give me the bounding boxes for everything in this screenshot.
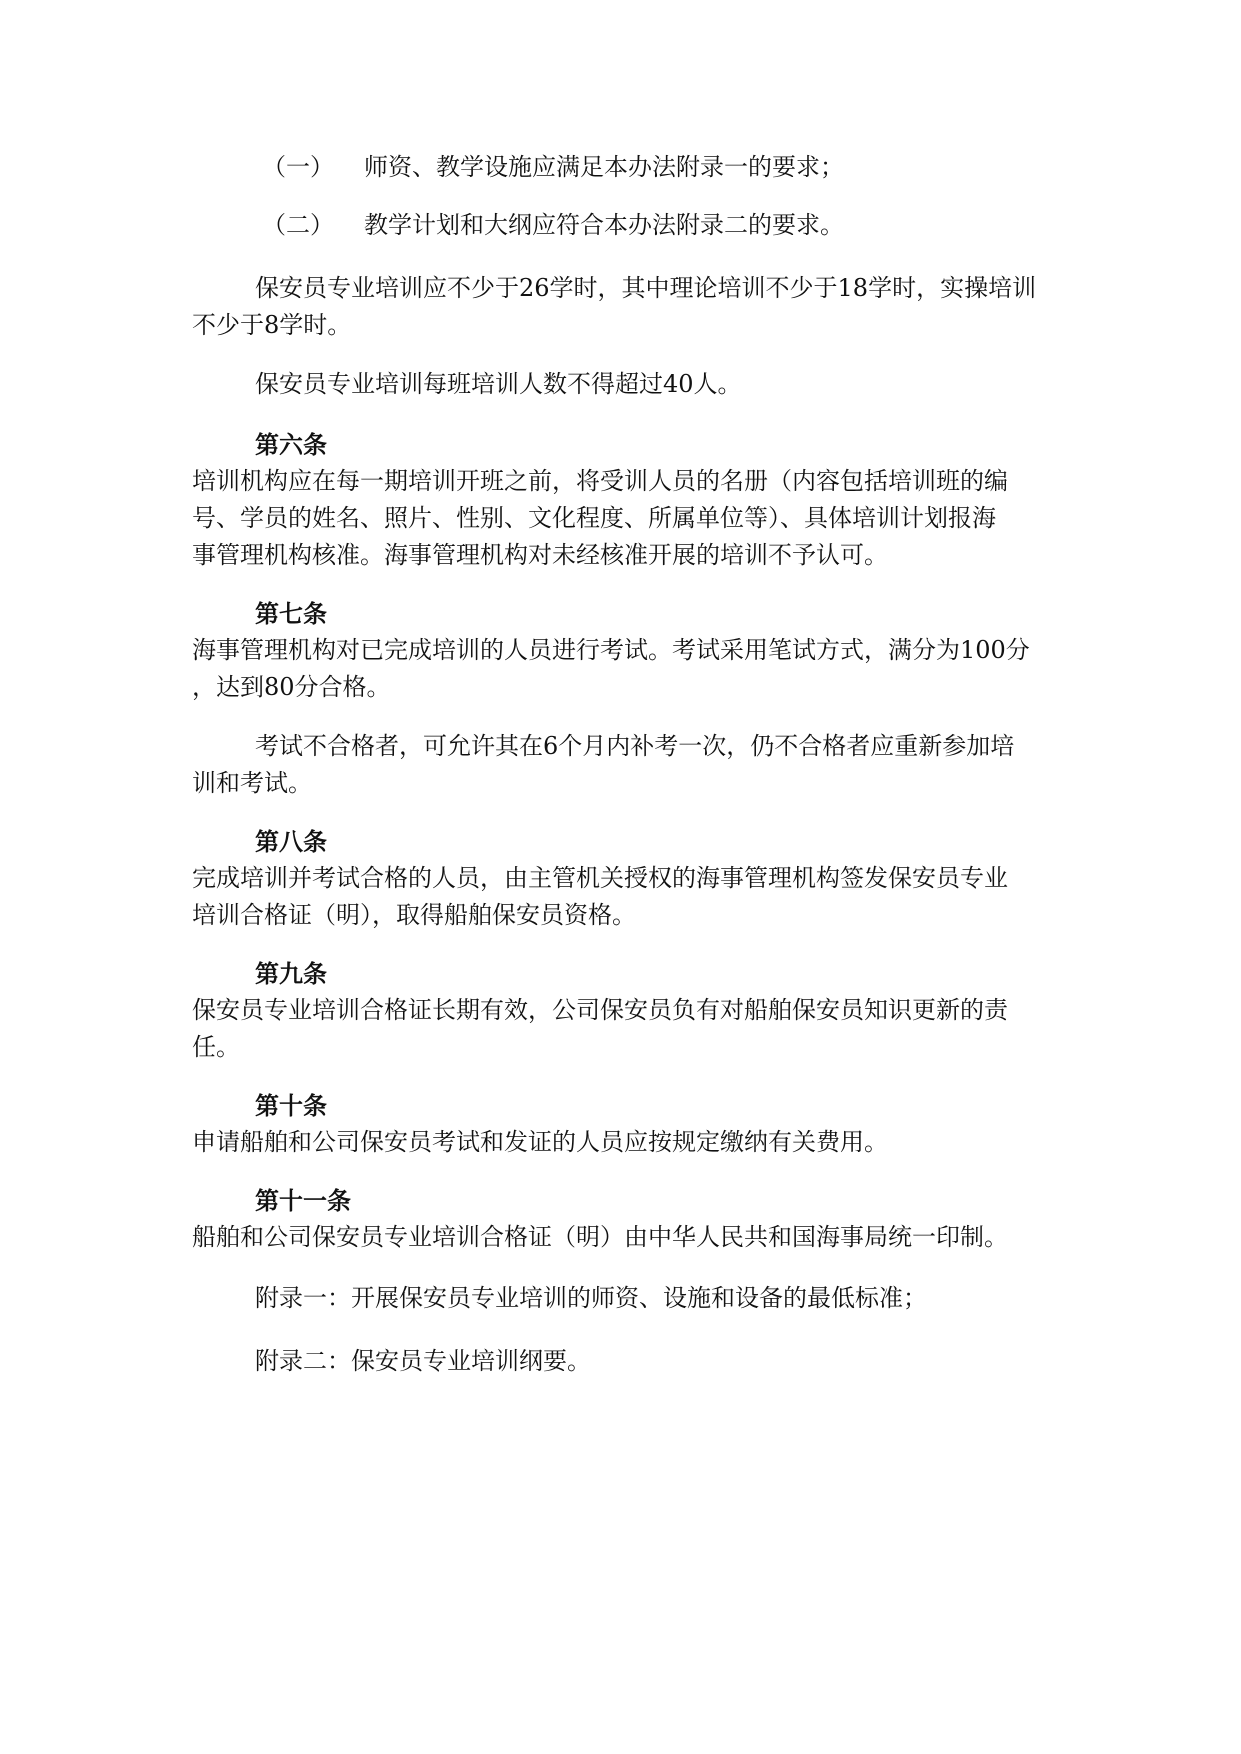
article-body [192, 992, 1062, 1066]
article-line: 完成培训并考试合格的人员，由主管机关授权的海事管理机构签发保安员专业 [192, 864, 1008, 892]
paragraph-retake [192, 728, 1062, 802]
paragraph-line: 训和考试。 [192, 769, 312, 797]
paragraph-line: 考试不合格者，可允许其在6个月内补考一次，仍不合格者应重新参加培 [255, 732, 1015, 760]
article-6 [192, 427, 1062, 574]
list-item [192, 148, 1062, 186]
paragraph-training-hours [192, 270, 1062, 344]
article-7 [192, 596, 1062, 706]
list-item-number: （一） [262, 153, 334, 181]
article-title: 第七条 [255, 599, 327, 628]
appendix-1 [192, 1280, 1062, 1317]
article-line: 海事管理机构对已完成培训的人员进行考试。考试采用笔试方式，满分为100分 [192, 636, 1030, 664]
article-10 [192, 1088, 1062, 1161]
article-title: 第九条 [255, 959, 327, 988]
paragraph-line: 保安员专业培训每班培训人数不得超过40人。 [255, 370, 742, 398]
article-line: ，达到80分合格。 [192, 673, 391, 701]
list-item-text: 师资、教学设施应满足本办法附录一的要求； [364, 153, 844, 181]
article-line: 培训合格证（明），取得船舶保安员资格。 [192, 901, 636, 929]
appendix-line: 附录一：开展保安员专业培训的师资、设施和设备的最低标准； [255, 1284, 927, 1312]
paragraph-line: 保安员专业培训应不少于26学时，其中理论培训不少于18学时，实操培训 [255, 274, 1037, 302]
article-line: 事管理机构核准。海事管理机构对未经核准开展的培训不予认可。 [192, 541, 888, 569]
article-title: 第十一条 [255, 1186, 351, 1215]
article-body [192, 1124, 1062, 1161]
article-8 [192, 824, 1062, 934]
list-item-number: （二） [262, 211, 334, 239]
article-title: 第六条 [255, 430, 327, 459]
article-9 [192, 956, 1062, 1066]
article-line: 保安员专业培训合格证长期有效，公司保安员负有对船舶保安员知识更新的责 [192, 996, 1008, 1024]
document-content [192, 148, 1062, 1402]
article-title: 第八条 [255, 827, 327, 856]
appendix-line: 附录二：保安员专业培训纲要。 [255, 1347, 591, 1375]
article-title: 第十条 [255, 1091, 327, 1120]
appendix-2 [192, 1343, 1062, 1380]
article-body [192, 632, 1062, 706]
article-body [192, 463, 1062, 574]
article-body [192, 860, 1062, 934]
article-11 [192, 1183, 1062, 1256]
article-line: 申请船舶和公司保安员考试和发证的人员应按规定缴纳有关费用。 [192, 1128, 888, 1156]
list-item-text: 教学计划和大纲应符合本办法附录二的要求。 [364, 211, 844, 239]
article-line: 号、学员的姓名、照片、性别、文化程度、所属单位等）、具体培训计划报海 [192, 504, 996, 532]
article-line: 任。 [192, 1033, 240, 1061]
paragraph-class-size [192, 366, 1062, 403]
article-line: 培训机构应在每一期培训开班之前，将受训人员的名册（内容包括培训班的编 [192, 467, 1008, 495]
article-line: 船舶和公司保安员专业培训合格证（明）由中华人民共和国海事局统一印制。 [192, 1223, 1008, 1251]
article-body [192, 1219, 1062, 1256]
paragraph-line: 不少于8学时。 [192, 311, 352, 339]
list-item [192, 206, 1062, 244]
